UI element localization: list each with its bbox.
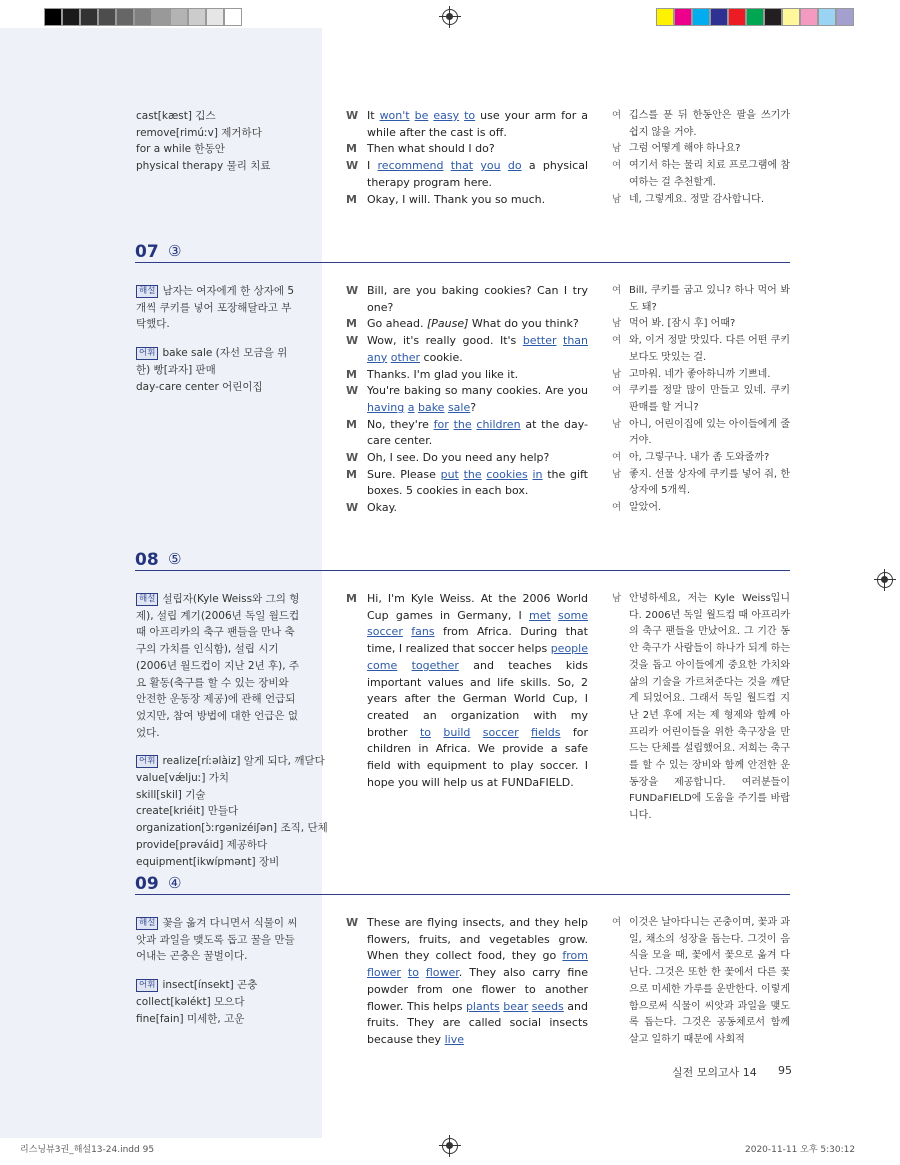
dialog-segment [403, 625, 411, 638]
answer-blank: the [463, 467, 482, 481]
answer-blank: you [480, 159, 501, 173]
dialog-text [367, 367, 588, 384]
vocab-item: insect[ínsekt] 곤충 [162, 979, 258, 992]
vocab-item: value[vǽljuː] 가치 [136, 772, 230, 785]
vocab-item: realize[ríːəlàiz] 알게 되다, 깨닫다 [162, 755, 325, 768]
dialog-segment: I [367, 159, 378, 173]
vocab-tag: 어휘 [136, 347, 158, 360]
translation-text: Bill, 쿠키를 굽고 있니? 하나 먹어 봐도 돼? [629, 285, 790, 313]
dialog-segment: at the day-care center. [367, 417, 588, 448]
color-swatch [224, 8, 242, 26]
translation-text: 안녕하세요, 저는 Kyle Weiss입니다. 2006년 독일 월드컵 때 아프리카의 축구 팬들을 만났어요. 그 기간 동안 축구가 사람들이 하나가 되게 하는 것을 돕고 아이들에게 중요한 가치와 삶의 기술을 가르쳐준다는 것을 깨닫게 되었어요. 그래서 독일 월드컵 지난 2년 후에 저는 제 형제와 함께 아프리카 어린이들을 위한 축구장을 만드는 단체를 설립했어요. 저희는 축구를 할 수 있는 장비와 함께 안전한 운동장을 제공합니다. 여러분들이 FUNDaFIELD에 도움을 주기를 바랍니다. [629, 593, 790, 822]
dialog-text [367, 316, 588, 333]
sec09-notes [136, 915, 301, 1027]
answer-blank: to [464, 109, 476, 122]
dialog-text [367, 383, 588, 416]
answer-blank: easy [433, 109, 460, 122]
dialog-segment: You're baking so many cookies. Are you [367, 384, 588, 398]
dialog-segment: It [367, 109, 380, 122]
translation-turn [612, 417, 790, 450]
dialog-segment: . They also carry fine powder from one flower to another flower. This helps [367, 966, 588, 1013]
translation-turn [612, 108, 790, 141]
vocab-item: remove[rimúːv] 제거하다 [136, 126, 262, 139]
color-swatch [80, 8, 98, 26]
sec09-dialog [346, 915, 588, 1049]
speaker-label: 여 [612, 335, 622, 347]
dialog-turn [346, 450, 588, 467]
dialog-turn [346, 158, 588, 191]
registration-mark-top-icon [442, 9, 458, 25]
translation-text: 먹어 봐. [잠시 후] 어때? [629, 318, 736, 330]
dialog-segment: No, they're [367, 417, 434, 431]
answer-blank: children [476, 417, 521, 431]
translation-text: 이것은 날아다니는 곤충이며, 꽃과 과일, 채소의 성장을 돕는다. 그것이 음식을 모을 때, 꽃에서 꽃으로 옮겨 다닌다. 그것은 또한 한 꽃에서 다른 꽃으로 미세한 가루를 운반한다. 이렇게 함으로써 식물이 씨앗과 과일을 맺도록 돕는다. 그것은 공동체로서 함께 살고 일하기 때문에 사회적 [629, 917, 790, 1045]
translation-text: 아니, 어린이집에 있는 아이들에게 줄 거야. [629, 418, 790, 447]
dialog-segment: Okay. [367, 501, 398, 515]
color-swatch [188, 8, 206, 26]
speaker-label: W [346, 451, 359, 465]
translation-text: 쿠키를 정말 많이 만들고 있네. 쿠키 판매를 할 거니? [629, 385, 790, 413]
dialog-text [367, 283, 588, 316]
color-swatch [782, 8, 800, 26]
answer-blank: any [367, 350, 388, 364]
sec08-notes [136, 591, 328, 870]
translation-text: 그럼 어떻게 해야 하나요? [629, 143, 741, 155]
answer-blank: build [443, 725, 471, 739]
translation-turn [612, 467, 790, 500]
dialog-segment: Okay, I will. Thank you so much. [367, 192, 546, 206]
dialog-segment [501, 159, 508, 172]
sec07-translation [612, 283, 790, 517]
answer-blank: met [529, 608, 551, 622]
color-swatch [800, 8, 818, 26]
speaker-label: 남 [612, 468, 622, 480]
speaker-label: 남 [612, 368, 622, 380]
answer-blank: flower [425, 966, 459, 980]
dialog-segment: Wow, it's really good. It's [367, 334, 523, 348]
speaker-label: M [346, 367, 357, 381]
answer-blank: fans [411, 625, 435, 639]
dialog-segment: use your arm for a while after the cast is off. [367, 109, 588, 139]
grayscale-color-bar [44, 8, 242, 26]
speaker-label: 여 [612, 452, 622, 464]
explanation-text: 설립자(Kyle Weiss와 그의 형제), 설립 계기(2006년 독일 월드컵 때 아프리카의 축구 팬들을 만나 축구의 가치를 인식함), 설립 시기(2006년 월드컵이 지난 2년 후), 주요 활동(축구를 할 수 있는 장비와 안전한 운동장 제공)에 관해 언급되었지만, 참여 방법에 대한 언급은 없었다. [136, 593, 300, 739]
speaker-label: M [346, 317, 357, 331]
dialog-segment [470, 726, 482, 739]
sec06-translation [612, 108, 790, 208]
speaker-label: M [346, 417, 357, 431]
explanation-text: 남자는 여자에게 한 상자에 5개씩 쿠키를 넣어 포장해달라고 부탁했다. [136, 285, 295, 331]
dialog-turn [346, 192, 588, 209]
dialog-turn [346, 467, 588, 500]
vocab-item: for a while 한동안 [136, 143, 225, 156]
sec08-dialog [346, 591, 588, 791]
speaker-label: 여 [612, 385, 622, 397]
answer-blank: cookies [486, 467, 528, 481]
answer-blank: flower [367, 966, 401, 980]
color-swatch [728, 8, 746, 26]
translation-text: 네, 그렇게요. 정말 감사합니다. [629, 193, 764, 205]
dialog-text [367, 141, 588, 158]
dialog-turn [346, 500, 588, 517]
dialog-text [367, 333, 588, 366]
dialog-segment: and fruits. They are called social insects because they [367, 999, 588, 1046]
speaker-label: 여 [612, 502, 622, 514]
speaker-label: 남 [612, 193, 622, 205]
dialog-turn [346, 108, 588, 141]
vocab-tag: 어휘 [136, 755, 158, 768]
translation-turn [612, 158, 790, 191]
answer-blank: that [450, 159, 474, 173]
speaker-label: W [346, 384, 359, 398]
speaker-label: 남 [612, 318, 622, 330]
dialog-segment: a physical therapy program here. [367, 159, 589, 189]
dialog-segment: Go ahead. [367, 317, 427, 331]
translation-text: 깁스를 푼 뒤 한동안은 팔을 쓰기가 쉽지 않을 거야. [629, 110, 790, 138]
explanation-tag: 해설 [136, 285, 158, 298]
translation-turn [612, 591, 790, 825]
translation-text: 여기서 하는 물리 치료 프로그램에 참여하는 걸 추천할게. [629, 160, 790, 188]
vocab-item: skill[skil] 기술 [136, 788, 206, 801]
dialog-turn [346, 283, 588, 316]
dialog-turn [346, 316, 588, 333]
vocab-item: bake sale (자선 모금을 위한) 빵[과자] 판매 [136, 347, 288, 376]
speaker-label: M [346, 192, 357, 206]
dialog-segment [431, 726, 443, 739]
vocab-item: collect[kəlékt] 모으다 [136, 995, 245, 1008]
dialog-text [367, 500, 588, 517]
color-swatch [206, 8, 224, 26]
dialog-segment [551, 609, 558, 622]
answer-choice: ③ [168, 242, 182, 260]
answer-blank: together [411, 658, 459, 672]
answer-blank: come [367, 658, 398, 672]
dialog-text [367, 591, 588, 791]
translation-text: 아, 그렇구나. 내가 좀 도와줄까? [629, 452, 770, 464]
dialog-segment: the gift boxes. 5 cookies in each box. [367, 467, 588, 498]
answer-choice: ⑤ [168, 550, 182, 568]
translation-text: 좋지. 선물 상자에 쿠키를 넣어 줘, 한 상자에 5개씩. [629, 468, 790, 497]
answer-blank: for [433, 417, 449, 431]
speaker-label: 남 [612, 143, 622, 155]
translation-turn [612, 915, 790, 1049]
speaker-label: 여 [612, 110, 622, 121]
sec06-dialog [346, 108, 588, 208]
answer-blank: won't [379, 109, 410, 122]
dialog-segment [519, 726, 531, 739]
process-color-bar [656, 8, 854, 26]
dialog-segment: Hi, I'm Kyle Weiss. At the 2006 World Cup games in Germany, I [367, 592, 588, 622]
answer-blank: some [558, 608, 588, 622]
dialog-text [367, 915, 588, 1049]
speaker-label: M [346, 142, 357, 156]
speaker-label: 여 [612, 160, 622, 172]
translation-turn [612, 316, 790, 333]
dialog-text [367, 192, 588, 209]
dialog-segment: and teaches kids important values and life skills. So, 2 years after the German World Cup, I created an organization with my brother [367, 658, 588, 739]
vocab-item: provide[prəváid] 제공하다 [136, 838, 268, 851]
answer-blank: than [563, 334, 588, 348]
answer-blank: to [419, 725, 431, 739]
registration-mark-right-icon [877, 572, 893, 588]
dialog-segment: Thanks. I'm glad you like it. [367, 367, 519, 381]
answer-blank: better [522, 334, 557, 348]
translation-turn [612, 333, 790, 366]
answer-blank: bear [503, 999, 529, 1013]
answer-blank: put [440, 467, 459, 481]
explanation-text: 꽃을 옮겨 다니면서 식물이 씨앗과 과일을 맺도록 돕고 꿀을 만들어내는 곤충은 꿀벌이다. [136, 917, 298, 963]
dialog-segment: These are flying insects, and they help flowers, fruits, and vegetables grow. When they collect food, they go [367, 916, 588, 963]
dialog-segment: Sure. Please [367, 467, 441, 481]
dialog-segment [397, 659, 411, 672]
question-number: 09 [135, 874, 159, 894]
dialog-segment [419, 966, 426, 979]
dialog-segment [401, 966, 408, 979]
answer-blank: be [414, 109, 429, 122]
translation-turn [612, 500, 790, 517]
speaker-label: W [346, 109, 359, 122]
dialog-text [367, 467, 588, 500]
answer-blank: recommend [377, 159, 444, 173]
dialog-turn [346, 383, 588, 416]
translation-turn [612, 192, 790, 209]
color-swatch [746, 8, 764, 26]
dialog-segment: Then what should I do? [367, 142, 495, 156]
speaker-label: 여 [612, 917, 622, 928]
dialog-segment: What do you think? [468, 317, 579, 331]
speaker-label: W [346, 159, 359, 173]
page-number: 95 [778, 1064, 792, 1077]
speaker-label: 남 [612, 418, 622, 430]
translation-turn [612, 450, 790, 467]
speaker-label: 남 [612, 593, 622, 604]
translation-text: 알았어. [629, 502, 662, 514]
color-swatch [692, 8, 710, 26]
dialog-segment [444, 159, 451, 172]
dialog-text [367, 450, 588, 467]
color-swatch [116, 8, 134, 26]
translation-turn [612, 283, 790, 316]
color-swatch [836, 8, 854, 26]
speaker-label: W [346, 284, 359, 297]
dialog-text [367, 108, 588, 141]
running-footer: 실전 모의고사 14 [672, 1066, 757, 1079]
dialog-turn [346, 915, 588, 1049]
dialog-turn [346, 333, 588, 366]
color-swatch [764, 8, 782, 26]
dialog-segment: ? [470, 400, 477, 414]
answer-blank: from [562, 949, 588, 963]
slug-date: 2020-11-11 오후 5:30:12 [745, 1145, 856, 1155]
answer-blank: plants [465, 999, 500, 1013]
explanation-tag: 해설 [136, 917, 158, 930]
answer-blank: do [507, 159, 522, 173]
sec07-notes [136, 283, 301, 395]
answer-blank: having [367, 400, 405, 414]
vocab-tag: 어휘 [136, 979, 158, 992]
sec07-heading [135, 242, 790, 263]
translation-text: 와, 이거 정말 맛있다. 다른 어떤 쿠키보다도 맛있는 걸. [629, 335, 790, 363]
sec08-heading [135, 550, 790, 571]
answer-blank: soccer [367, 625, 403, 639]
registration-mark-bottom-icon [442, 1138, 458, 1154]
translation-text: 고마워. 네가 좋아하니까 기쁘네. [629, 368, 771, 380]
dialog-segment: for children in Africa. We provide a safe field with equipment to play soccer. I hope you will help us at FUNDaFIELD. [367, 725, 588, 789]
question-number: 08 [135, 550, 159, 570]
dialog-segment: cookie. [420, 350, 463, 364]
speaker-label: 여 [612, 285, 622, 296]
speaker-label: W [346, 501, 359, 515]
color-swatch [44, 8, 62, 26]
color-swatch [674, 8, 692, 26]
answer-blank: bake [417, 400, 445, 414]
translation-turn [612, 367, 790, 384]
dialog-text [367, 158, 588, 191]
dialog-segment: from Africa. During that time, I realized that soccer helps [367, 625, 588, 656]
dialog-segment: Oh, I see. Do you need any help? [367, 451, 550, 465]
vocab-item: physical therapy 물리 치료 [136, 160, 271, 173]
answer-choice: ④ [168, 874, 182, 892]
answer-blank: people [550, 642, 588, 656]
answer-blank: to [407, 966, 419, 980]
vocab-item: day-care center 어린이집 [136, 380, 263, 393]
color-swatch [98, 8, 116, 26]
speaker-label: M [346, 467, 357, 481]
stage-direction: [Pause] [426, 317, 469, 331]
color-swatch [152, 8, 170, 26]
vocab-item: cast[kæst] 깁스 [136, 110, 216, 122]
color-swatch [818, 8, 836, 26]
sec06-vocab [136, 108, 301, 175]
dialog-turn [346, 591, 588, 791]
speaker-label: M [346, 592, 357, 605]
sec07-dialog [346, 283, 588, 517]
answer-blank: seeds [531, 999, 564, 1013]
translation-turn [612, 141, 790, 158]
answer-blank: live [444, 1032, 464, 1046]
slug-filename: 리스닝뷰3권_해설13-24.indd 95 [20, 1145, 155, 1155]
dialog-turn [346, 367, 588, 384]
dialog-turn [346, 417, 588, 450]
vocab-item: equipment[ikwípmənt] 장비 [136, 855, 280, 868]
answer-blank: in [532, 467, 543, 481]
sec08-translation [612, 591, 790, 825]
color-swatch [656, 8, 674, 26]
speaker-label: W [346, 916, 359, 929]
answer-blank: other [390, 350, 421, 364]
vocab-item: create[kriéit] 만들다 [136, 805, 239, 818]
color-swatch [710, 8, 728, 26]
color-swatch [170, 8, 188, 26]
translation-turn [612, 383, 790, 416]
color-swatch [134, 8, 152, 26]
answer-blank: sale [447, 400, 471, 414]
sec09-translation [612, 915, 790, 1049]
dialog-text [367, 417, 588, 450]
dialog-turn [346, 141, 588, 158]
answer-blank: fields [531, 725, 561, 739]
vocab-item: organization[ɔ̀ːrgənizéiʃən] 조직, 단체 [136, 822, 328, 835]
question-number: 07 [135, 242, 159, 262]
explanation-tag: 해설 [136, 593, 158, 606]
sec09-heading [135, 874, 790, 895]
vocab-item: fine[fain] 미세한, 고운 [136, 1012, 245, 1025]
color-swatch [62, 8, 80, 26]
answer-blank: the [453, 417, 472, 431]
dialog-segment: Bill, are you baking cookies? Can I try one? [367, 284, 588, 314]
answer-blank: a [407, 400, 415, 414]
answer-blank: soccer [482, 725, 519, 739]
speaker-label: W [346, 334, 359, 348]
